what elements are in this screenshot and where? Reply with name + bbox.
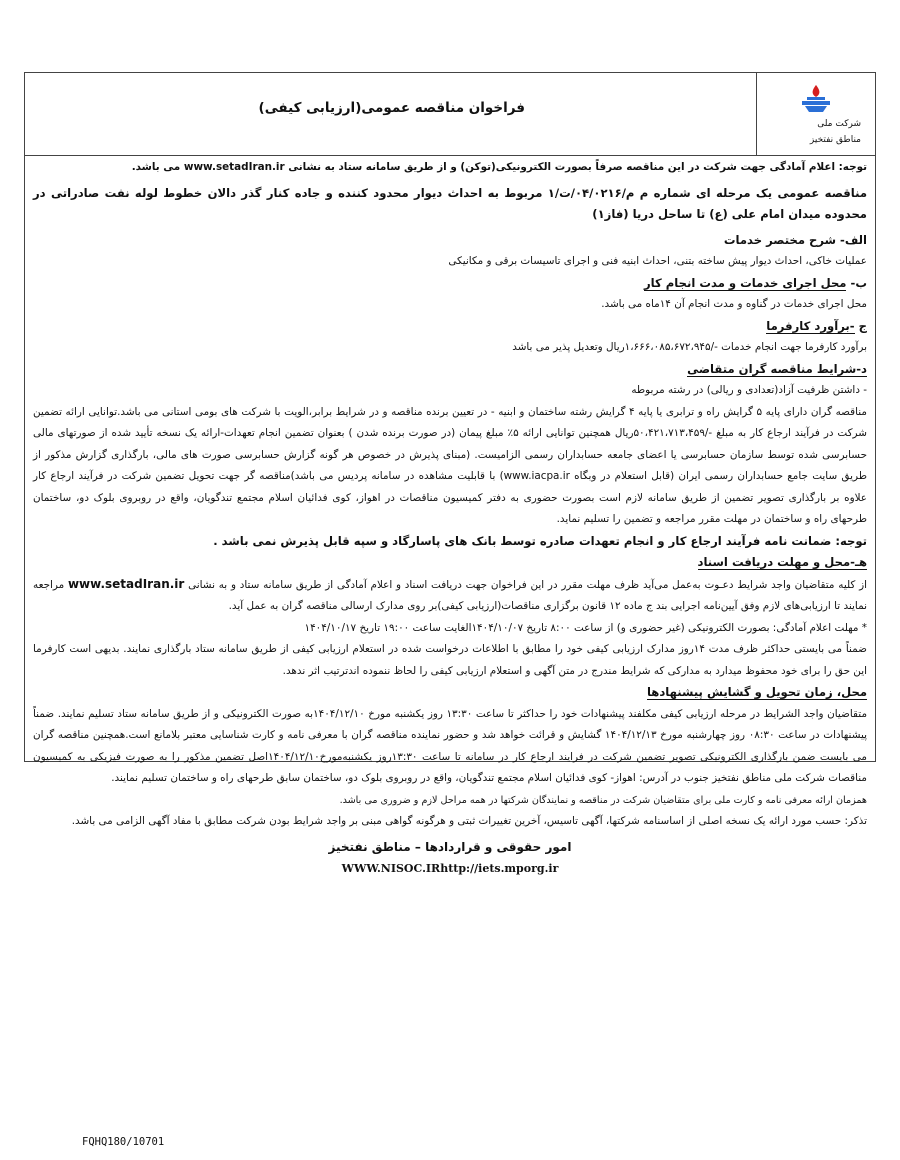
announcement-frame (24, 72, 876, 875)
section-b-title: محل اجرای خدمات و مدت انجام کار (643, 275, 847, 290)
section-c-text: برآورد کارفرما جهت انجام خدمات -/۱،۶۶۶،۰۸۵،۶۷۲،۹۴۵ریال وتعدیل پذیر می باشد (512, 341, 867, 353)
section-h-title: هـ-محل و مهلت دریافت اسناد (697, 555, 867, 569)
website-links[interactable]: WWW.NISOC.IRhttp://iets.mporg.ir (341, 862, 559, 875)
delivery-heading (33, 682, 867, 704)
section-h-heading (33, 552, 867, 574)
setad-link[interactable]: www.setadIran.ir (67, 576, 185, 591)
reminder-note: تذکر: حسب مورد ارائه یک نسخه اصلی از اساسنامه شرکتها، آگهی تاسیس، آخرین تغییرات ثبتی و هرگونه گواهی مبنی بر واجد شرایط بودن شرکت مطابق با مفاد آگهی الزامی می باشد. (71, 815, 867, 827)
section-a-heading: الف- شرح مختصر خدمات (723, 232, 867, 247)
legal-affairs-signature: امور حقوقی و قراردادها – مناطق نفتخیز (328, 839, 572, 854)
logo-text-line1: شرکت ملی (817, 119, 861, 129)
tender-title: مناقصه عمومی یک مرحله ای شماره م م/۰۴/۰۲۱۶/ت/۱ مربوط به احداث دیوار محدود کننده و جاده کنار گذر دالان خطوط لوله نفت صادراتی در محدوده میدان امام علی (ع) تا ساحل دریا (فاز۱) (33, 185, 867, 221)
delivery-small-note: همزمان ارائه معرفی نامه و کارت ملی برای متقاضیان شرکت در مناقصه و نمایندگان شرکتها در همه مراحل لازم و ضروری می باشد. (339, 794, 867, 806)
delivery-title: محل، زمان تحویل و گشایش پیشنهادها (646, 685, 867, 699)
section-b-prefix: ب- (850, 275, 867, 290)
section-d-title: د-شرایط مناقصه گران متقاضی (687, 361, 867, 376)
section-b-heading (33, 273, 867, 295)
section-b-text: محل اجرای خدمات در گناوه و مدت انجام آن ۱۴ماه می باشد. (601, 298, 867, 310)
section-h-deadline: * مهلت اعلام آمادگی: بصورت الکترونیکی (غیر حضوری و) از ساعت ۸:۰۰ تاریخ ۱۴۰۴/۱۰/۰۷الغایت ساعت ۱۹:۰۰ تاریخ ۱۴۰۴/۱۰/۱۷ (304, 621, 867, 634)
section-h-text (33, 574, 867, 618)
section-d-paragraph: مناقصه گران دارای پایه ۵ گرایش راه و ترابری یا پایه ۴ گرایش رشته ساختمان و ابنیه - در تعیین برنده مناقصه و در شرایط برابر،الویت با شرکت های بومی استانی می باشد.توانایی ارائه تضمین شرکت در فرآیند ارجاع کار به مبلغ -/۵۰،۴۲۱،۷۱۳،۴۵۹ریال همچنین توانایی ارائه ۵٪ مبلغ پیمان (در صورت برنده شدن ) بعنوان تضمین انجام تعهدات-ارائه یک نسخه تأیید شده از صورتهای مالی حسابرسی شده توسط سازمان حسابرسی یا اعضای جامعه حسابداران رسمی الزامیست. (مبنای پذیرش در خصوص هر گونه گزارش حسابرسی صورت های مالی، بارگذاری گزارش مذکور از طریق سایت جامع حسابداران رسمی ایران (قابل استعلام در وبگاه www.iacpa.ir) با قابلیت مشاهده در سامانه پردیس می باشد)مناقصه گر جهت تحویل تضمین شرکت در فرآیند ارجاع کار علاوه بر بارگذاری تصویر تضمین از طریق سامانه لازم است بصورت حضوری به دفتر کمیسیون مناقصات در اهواز، کوی فدائیان اسلام مجتمع تندگویان، واقع در روبروی بلوک دو، ساختمان طرحهای راه و ساختمان در مهلت مقرر مراجعه و تضمین را تسلیم نماید. (33, 405, 867, 525)
company-logo (756, 73, 875, 155)
announcement-header (25, 73, 875, 156)
nioc-flame-logo-icon (799, 83, 833, 113)
announcement-body (33, 157, 867, 880)
document-code: FQHQ180/10701 (82, 1136, 165, 1148)
section-h-text-post: مراجعه نمایند تا ارزیابی‌های لازم وفق آیین‌نامه اجرایی بند ج ماده ۱۲ قانون برگزاری مناقصات(ارزیابی کیفی)بر روی مدارک ارسالی مناقصه گران به عمل آید. (33, 578, 867, 612)
section-c-heading (33, 316, 867, 338)
guarantee-note: توجه: ضمانت نامه فرآیند ارجاع کار و انجام تعهدات صادره توسط بانک های پاسارگاد و سپه قابل پذیرش نمی باشد . (213, 533, 867, 548)
electronic-notice: توجه: اعلام آمادگی جهت شرکت در این مناقصه صرفاً بصورت الکترونیکی(توکن) و از طریق سامانه ستاد به نشانی www.setadIran.ir می باشد. (131, 161, 867, 173)
announcement-title: فراخوان مناقصه عمومی(ارزیابی کیفی) (258, 100, 525, 116)
logo-text-line2: مناطق نفتخیز (809, 135, 861, 145)
section-c-prefix: ج (858, 318, 867, 333)
section-h-text-pre: از کلیه متقاضیان واجد شرایط دعـوت به‌عمل می‌آید ظرف مهلت مقرر در این فراخوان جهت دریافت اسناد و اعلام آمادگی از طریق سامانه ستاد و به نشانی (184, 578, 867, 591)
delivery-text: متقاضیان واجد الشرایط در مرحله ارزیابی کیفی مکلفند پیشنهادات خود را حداکثر تا ساعت ۱۳:۳۰ روز یکشنبه مورخ ۱۴۰۴/۱۲/۱۰به صورت الکترونیکی و از طریق سامانه ستاد تسلیم نمایند. ضمناً پیشنهادات در ساعت ۰۸:۳۰ روز چهارشنبه مورخ ۱۴۰۴/۱۲/۱۳ گشایش و قرائت خواهد شد و حضور نماینده مناقصه گران با معرفی نامه و کارت شناسایی معتبر بلامانع است.همچنین مناقصه گران می بایست ضمن بارگذاری الکترونیکی تصویر تضمین شرکت در فرایند ارجاع کار در سامانه تا ساعت ۱۳:۳۰روز یکشنبه‌مورخ۱۴۰۴/۱۲/۱۰اصل تضمین مذکور را به صورت فیزیکی به کمیسیون مناقصات شرکت ملی مناطق نفتخیز جنوب در آدرس: اهواز- کوی فدائیان اسلام مجتمع تندگویان، واقع در روبروی بلوک دو، ساختمان سابق طرحهای راه و ساختمان تسلیم نمایند. (33, 707, 868, 784)
section-d-heading (33, 359, 867, 381)
section-h-note: ضمناً می بایستی حداکثر ظرف مدت ۱۴روز مدارک ارزیابی کیفی خود را مطابق با اطلاعات درخواست شده در استعلام ارزیابی کیفی از طریق سامانه ستاد بارگذاری نمایند. بدیهی است کارفرما این حق را برای خود محفوظ میدارد به مدارکی که شرایط مندرج در متن آگهی و استعلام ارزیابی کیفی را لحاظ ننموده اندترتیب اثر ندهد. (33, 643, 867, 677)
section-c-title: -برآورد کارفرما (766, 318, 855, 333)
section-a-text: عملیات خاکی، احداث دیوار پیش ساخته بتنی، احداث ابنیه فنی و اجرای تاسیسات برقی و مکانیکی (448, 255, 867, 267)
section-d-item1: - داشتن ظرفیت آزاد(تعدادی و ریالی) در رشته مربوطه (631, 384, 867, 396)
